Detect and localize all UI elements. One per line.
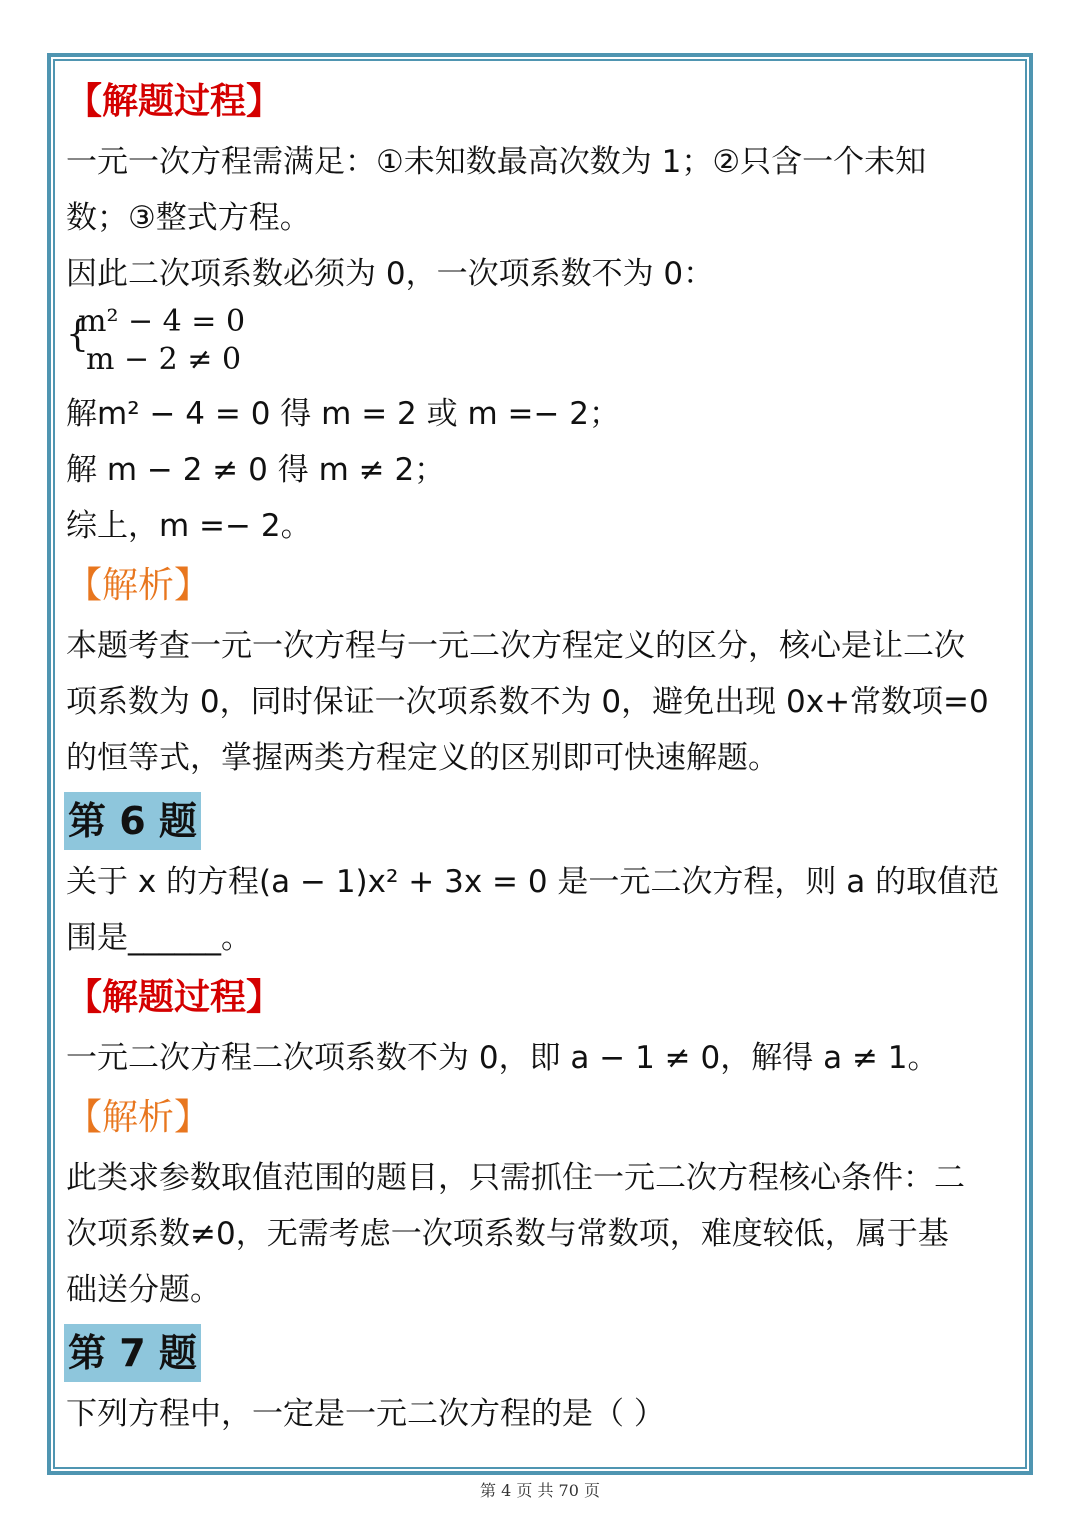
page-footer: 第 4 页 共 70 页 xyxy=(480,1481,600,1500)
question-text: 关于 x 的方程(a − 1)x² + 3x = 0 是一元二次方程，则 a 的取值范 xyxy=(66,864,1000,900)
question-heading: 第 7 题 xyxy=(64,1324,201,1382)
question-text: 下列方程中，一定是一元二次方程的是（ ） xyxy=(66,1396,665,1432)
paragraph: 的恒等式，掌握两类方程定义的区别即可快速解题。 xyxy=(66,740,779,776)
paragraph: 础送分题。 xyxy=(66,1272,221,1308)
heading-solution-process: 【解题过程】 xyxy=(66,977,283,1018)
question-heading: 第 6 题 xyxy=(64,792,201,850)
equation-line: m² − 4 = 0 xyxy=(78,304,246,339)
paragraph: 一元二次方程二次项系数不为 0，即 a − 1 ≠ 0，解得 a ≠ 1。 xyxy=(66,1040,939,1076)
solution-step: 综上，m =− 2。 xyxy=(66,508,312,544)
document-body xyxy=(66,70,1016,1442)
paragraph: 此类求参数取值范围的题目，只需抓住一元二次方程核心条件：二 xyxy=(66,1160,965,1196)
paragraph: 本题考查一元一次方程与一元二次方程定义的区分，核心是让二次 xyxy=(66,628,965,664)
paragraph: 次项系数≠0，无需考虑一次项系数与常数项，难度较低，属于基 xyxy=(66,1216,949,1252)
solution-step: 解m² − 4 = 0 得 m = 2 或 m =− 2； xyxy=(66,396,621,432)
paragraph: 数；③整式方程。 xyxy=(66,200,311,236)
paragraph: 一元一次方程需满足：①未知数最高次数为 1；②只含一个未知 xyxy=(66,144,927,180)
heading-solution-process: 【解题过程】 xyxy=(66,81,283,122)
paragraph: 因此二次项系数必须为 0，一次项系数不为 0： xyxy=(66,256,715,292)
question-text: 围是______。 xyxy=(66,920,252,956)
brace-symbol: { xyxy=(66,314,89,355)
heading-analysis: 【解析】 xyxy=(66,1097,211,1138)
equation-line: m − 2 ≠ 0 xyxy=(86,342,242,377)
heading-analysis: 【解析】 xyxy=(66,565,211,606)
paragraph: 项系数为 0，同时保证一次项系数不为 0，避免出现 0x+常数项=0 xyxy=(66,684,989,720)
solution-step: 解 m − 2 ≠ 0 得 m ≠ 2； xyxy=(66,452,446,488)
equation-system xyxy=(66,302,1016,386)
